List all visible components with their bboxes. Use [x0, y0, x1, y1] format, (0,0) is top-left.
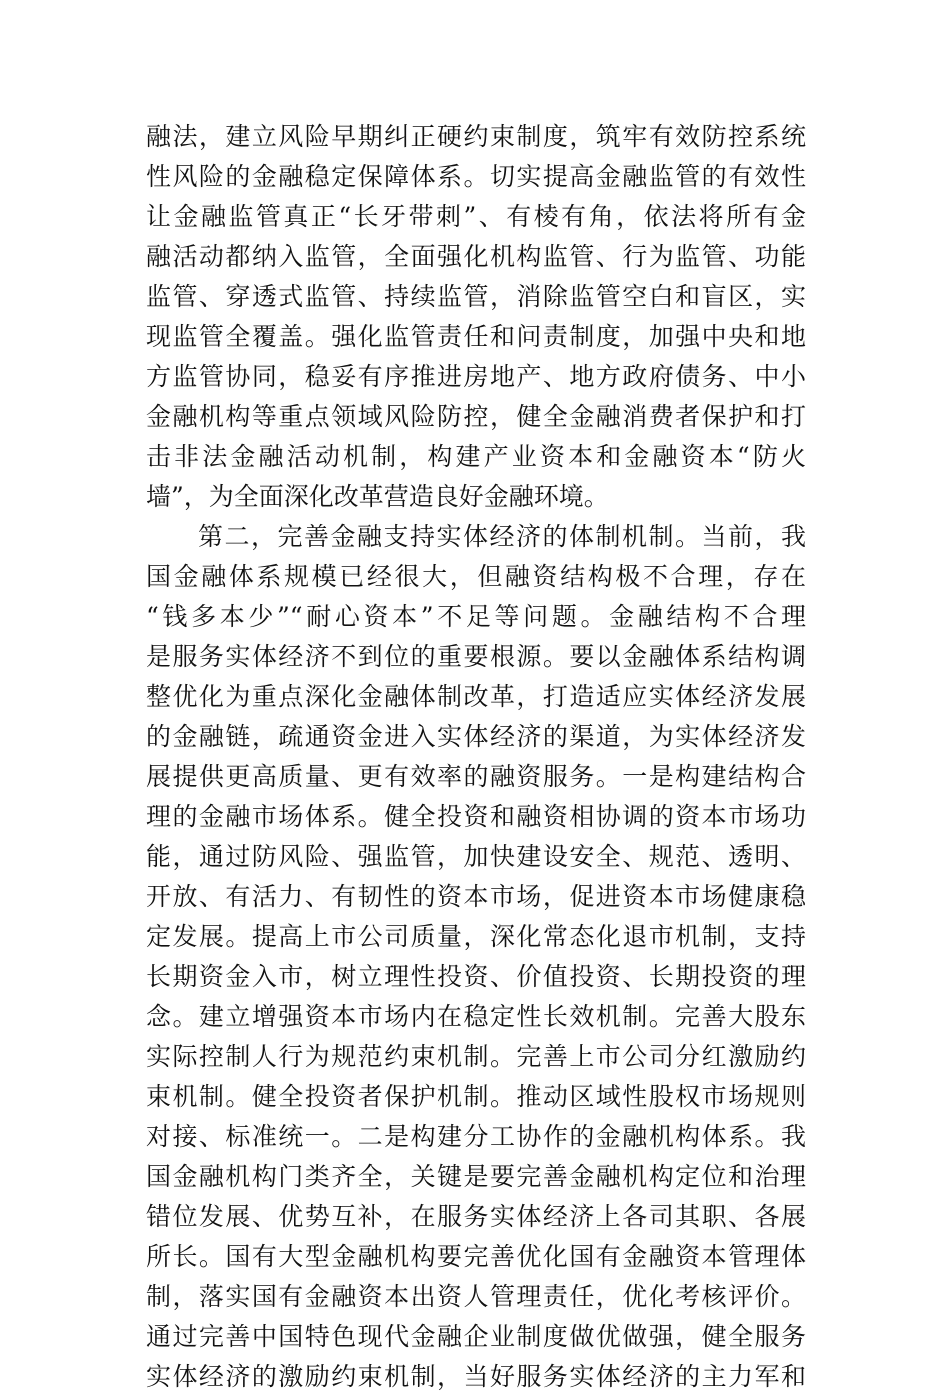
text-line: 实体经济的激励约束机制，当好服务实体经济的主力军和 — [146, 1362, 806, 1391]
text-line: 融活动都纳入监管，全面强化机构监管、行为监管、功能 — [146, 242, 806, 271]
text-line: 击非法金融活动机制，构建产业资本和金融资本“防火 — [146, 442, 806, 471]
text-line: 整优化为重点深化金融体制改革，打造适应实体经济发展 — [146, 682, 806, 711]
text-line: 现监管全覆盖。强化监管责任和问责制度，加强中央和地 — [146, 322, 806, 351]
text-line: 国金融机构门类齐全，关键是要完善金融机构定位和治理 — [146, 1162, 806, 1191]
text-line: 对接、标准统一。二是构建分工协作的金融机构体系。我 — [146, 1122, 806, 1151]
text-line: 第二，完善金融支持实体经济的体制机制。当前，我 — [198, 522, 806, 551]
paragraph-second-point — [146, 517, 806, 1397]
text-line: 念。建立增强资本市场内在稳定性长效机制。完善大股东 — [146, 1002, 806, 1031]
text-line: 的金融链，疏通资金进入实体经济的渠道，为实体经济发 — [146, 722, 806, 751]
text-line: “钱多本少”“耐心资本”不足等问题。金融结构不合理 — [146, 602, 806, 631]
paragraph-financial-regulation — [146, 117, 806, 517]
text-line: 长期资金入市，树立理性投资、价值投资、长期投资的理 — [146, 962, 806, 991]
text-line: 通过完善中国特色现代金融企业制度做优做强，健全服务 — [146, 1322, 806, 1351]
text-line: 能，通过防风险、强监管，加快建设安全、规范、透明、 — [146, 842, 806, 871]
document-body — [146, 117, 806, 1397]
text-line: 融法，建立风险早期纠正硬约束制度，筑牢有效防控系统 — [146, 122, 806, 151]
text-line: 是服务实体经济不到位的重要根源。要以金融体系结构调 — [146, 642, 806, 671]
text-line: 定发展。提高上市公司质量，深化常态化退市机制，支持 — [146, 922, 806, 951]
text-line: 国金融体系规模已经很大，但融资结构极不合理，存在 — [146, 562, 806, 591]
text-line: 监管、穿透式监管、持续监管，消除监管空白和盲区，实 — [146, 282, 806, 311]
text-line: 让金融监管真正“长牙带刺”、有棱有角，依法将所有金 — [146, 202, 806, 231]
text-line: 束机制。健全投资者保护机制。推动区域性股权市场规则 — [146, 1082, 806, 1111]
text-line: 开放、有活力、有韧性的资本市场，促进资本市场健康稳 — [146, 882, 806, 911]
text-line: 方监管协同，稳妥有序推进房地产、地方政府债务、中小 — [146, 362, 806, 391]
text-line: 理的金融市场体系。健全投资和融资相协调的资本市场功 — [146, 802, 806, 831]
text-line: 展提供更高质量、更有效率的融资服务。一是构建结构合 — [146, 762, 806, 791]
text-line: 错位发展、优势互补，在服务实体经济上各司其职、各展 — [146, 1202, 806, 1231]
text-line: 制，落实国有金融资本出资人管理责任，优化考核评价。 — [146, 1282, 806, 1311]
text-line: 性风险的金融稳定保障体系。切实提高金融监管的有效性 — [146, 162, 806, 191]
text-line: 实际控制人行为规范约束机制。完善上市公司分红激励约 — [146, 1042, 806, 1071]
text-line: 墙”，为全面深化改革营造良好金融环境。 — [146, 482, 609, 511]
text-line: 所长。国有大型金融机构要完善优化国有金融资本管理体 — [146, 1242, 806, 1271]
text-line: 金融机构等重点领域风险防控，健全金融消费者保护和打 — [146, 402, 806, 431]
